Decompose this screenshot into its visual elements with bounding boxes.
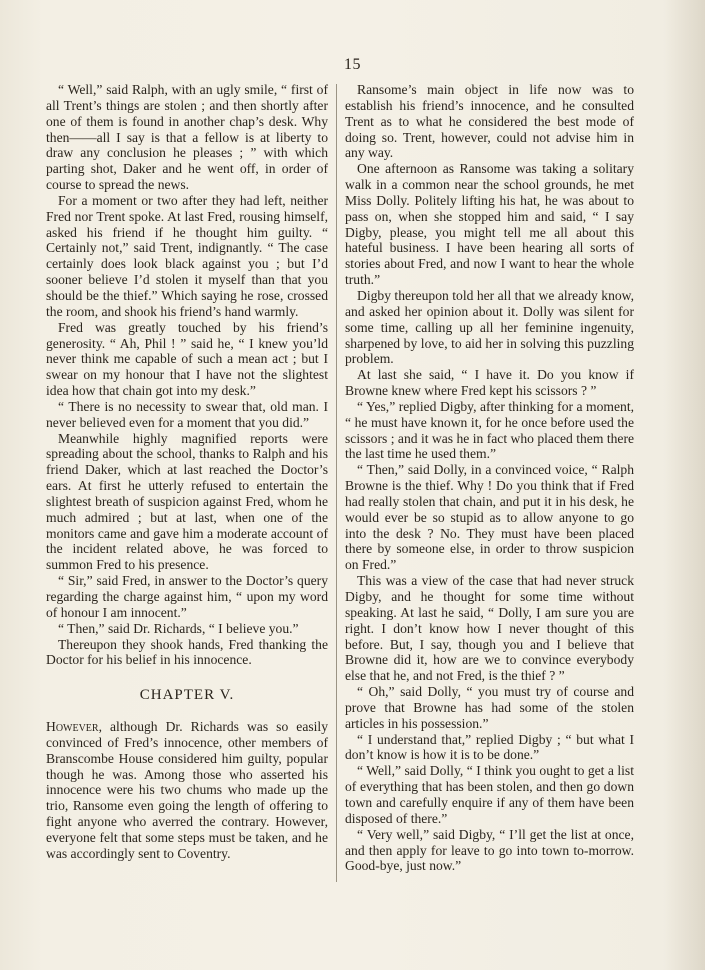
paragraph: Meanwhile highly magnified reports were spreading about the school, thanks to Ralph and his friend Daker, which at last reached the Doctor’s ears. At first he utterly refused to entertain the slightest breath of suspicion against Fred, whom he much admired ; but at last, when one of the monitors came and gave him a moderate account of the incident related above, he was forced to summon Fred to his presence.: [46, 430, 328, 573]
paragraph: “ I understand that,” replied Digby ; “ but what I don’t know is how it is to be done.”: [345, 731, 634, 763]
chapter-first-word: However,: [46, 719, 102, 735]
paragraph: Thereupon they shook hands, Fred thanking the Doctor for his belief in his innocence.: [46, 636, 328, 668]
paragraph: “ Then,” said Dr. Richards, “ I believe you.”: [58, 620, 299, 636]
paragraph: At last she said, “ I have it. Do you know if Browne knew where Fred kept his scissors ? ”: [345, 367, 634, 399]
paragraph: “ Very well,” said Digby, “ I’ll get the list at once, and then apply for leave to go into town to-morrow. Good-bye, just now.”: [345, 826, 634, 874]
paragraph: “ Sir,” said Fred, in answer to the Doctor’s query regarding the charge against him, “ upon my word of honour I am innocent.”: [46, 573, 328, 620]
paragraph: “ Yes,” replied Digby, after thinking for a moment, “ he must have known it, for he once before used the scissors ; and it was he in fact who placed them there the last time he used them.”: [345, 398, 634, 462]
paragraph: One afternoon as Ransome was taking a solitary walk in a common near the school grounds, he met Miss Dolly. Politely lifting his hat, he was about to pass on, when she stopped him and said, “ I say Digby, please, you might tell me all about this hateful business. I have been hearing all sorts of stories about Fred, and now I want to hear the whole truth.”: [345, 161, 634, 288]
column-divider: [336, 84, 337, 882]
paragraph: “ Oh,” said Dolly, “ you must try of course and prove that Browne has had some of the stolen articles in his possession.”: [345, 684, 634, 731]
paragraph: “ Well,” said Ralph, with an ugly smile, “ first of all Trent’s things are stolen ; and then shortly after one of them is found in another chap’s desk. Why then——all I say is that a fellow is at liberty to draw any conclusion he pleases ; ” with which parting shot, Daker and he went off, in order of course to spread the news.: [46, 82, 328, 193]
page-number: 15: [344, 56, 361, 73]
paragraph: “ Then,” said Dolly, in a convinced voice, “ Ralph Browne is the thief. Why ! Do you think that if Fred had really stolen that chain, and put it in his desk, he would ever be so stupid as to allow anyone to go into the desk ? No. They must have been placed there by someone else, in order to throw suspicion on Fred.”: [345, 462, 634, 573]
chapter-opening-paragraph: [46, 719, 328, 862]
left-column: [46, 82, 328, 862]
paragraph: For a moment or two after they had left, neither Fred nor Trent spoke. At last Fred, rousing himself, asked his friend if he thought him guilty. “ Certainly not,” said Trent, indignantly. “ The case certainly does look black against you ; but I’d sooner believe I’d stolen it myself than that you should be the thief.” Which saying he rose, crossed the room, and shook his friend’s hand warmly.: [46, 192, 328, 319]
page-edge-shading: [665, 0, 705, 970]
paragraph: “ There is no necessity to swear that, old man. I never believed even for a moment that you did.”: [46, 398, 328, 430]
chapter-opening-text: although Dr. Richards was so easily convinced of Fred’s innocence, other members of Branscombe House considered him guilty, popular though he was. Among those who asserted his innocence were his two chums who made up the trio, Ransome even going the length of offering to fight anyone who averred the contrary. However, everyone felt that some steps must be taken, and he was accordingly sent to Coventry.: [46, 719, 328, 861]
paragraph: Digby thereupon told her all that we already know, and asked her opinion about it. Dolly was silent for some time, calling up all her feminine ingenuity, sharpened by love, to aid her in solving this puzzling problem.: [345, 287, 634, 367]
paragraph: This was a view of the case that had never struck Digby, and he thought for some time without speaking. At last he said, “ Dolly, I am sure you are right. I don’t know how I never thought of this before. But, I say, though you and I believe that Browne did it, how are we to convince everybody else that he, and not Fred, is the thief ? ”: [345, 573, 634, 684]
paragraph: Ransome’s main object in life now was to establish his friend’s innocence, and he consulted Trent as to what he considered the best mode of doing so. Trent, however, could not advise him in any way.: [345, 82, 634, 161]
chapter-heading: CHAPTER V.: [139, 687, 235, 704]
paragraph: “ Well,” said Dolly, “ I think you ought to get a list of everything that has been stolen, and then go down town and carefully enquire if any of them have been disposed of there.”: [345, 763, 634, 826]
paragraph: Fred was greatly touched by his friend’s generosity. “ Ah, Phil ! ” said he, “ I knew you’ld never think me capable of such a mean act ; but I swear on my honour that I have not the slightest idea how that chain got into my desk.”: [46, 319, 328, 399]
right-column: [345, 82, 634, 874]
